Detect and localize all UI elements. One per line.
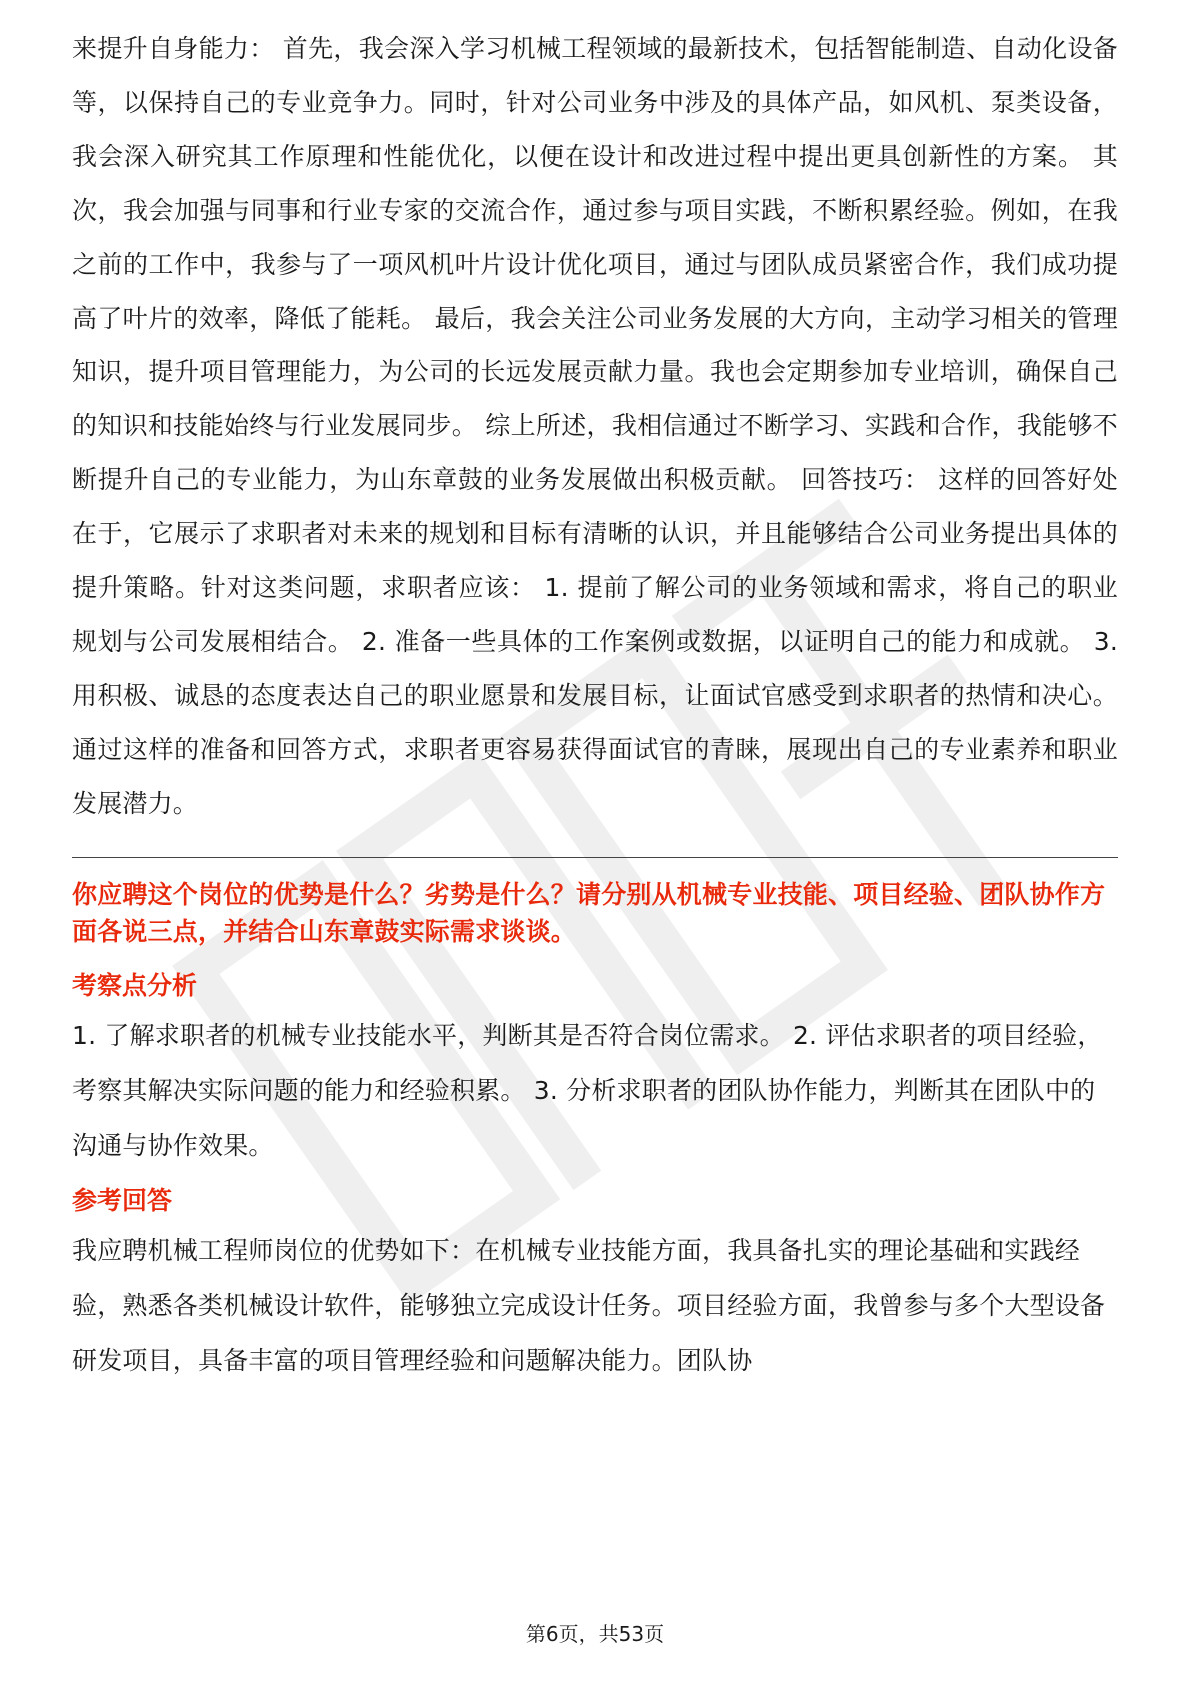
analysis-paragraph: 1. 了解求职者的机械专业技能水平，判断其是否符合岗位需求。 2. 评估求职者的项目经验，考察其解决实际问题的能力和经验积累。 3. 分析求职者的团队协作能力，判断其在团队中的沟通与协作效果。 bbox=[72, 1020, 1103, 1160]
answer-paragraph: 我应聘机械工程师岗位的优势如下：在机械专业技能方面，我具备扎实的理论基础和实践经验，熟悉各类机械设计软件，能够独立完成设计任务。项目经验方面，我曾参与多个大型设备研发项目，具备丰富的项目管理经验和问题解决能力。团队协 bbox=[72, 1235, 1106, 1375]
analysis-heading: 考察点分析 bbox=[72, 970, 198, 1000]
page-number-footer: 第6页，共53页 bbox=[525, 1622, 665, 1646]
interview-question: 你应聘这个岗位的优势是什么？劣势是什么？请分别从机械专业技能、项目经验、团队协作方面各说三点，并结合山东章鼓实际需求谈谈。 bbox=[72, 879, 1106, 946]
answer-heading: 参考回答 bbox=[72, 1185, 173, 1215]
body-paragraph: 来提升自身能力： 首先，我会深入学习机械工程领域的最新技术，包括智能制造、自动化设备等，以保持自己的专业竞争力。同时，针对公司业务中涉及的具体产品，如风机、泵类设备，我会深入研究其工作原理和性能优化，以便在设计和改进过程中提出更具创新性的方案。 其次，我会加强与同事和行业专家的交流合作，通过参与项目实践，不断积累经验。例如，在我之前的工作中，我参与了一项风机叶片设计优化项目，通过与团队成员紧密合作，我们成功提高了叶片的效率，降低了能耗。 最后，我会关注公司业务发展的大方向，主动学习相关的管理知识，提升项目管理能力，为公司的长远发展贡献力量。我也会定期参加专业培训，确保自己的知识和技能始终与行业发展同步。 综上所述，我相信通过不断学习、实践和合作，我能够不断提升自己的专业能力，为山东章鼓的业务发展做出积极贡献。 回答技巧： 这样的回答好处在于，它展示了求职者对未来的规划和目标有清晰的认识，并且能够结合公司业务提出具体的提升策略。针对这类问题，求职者应该： 1. 提前了解公司的业务领域和需求，将自己的职业规划与公司发展相结合。 2. 准备一些具体的工作案例或数据，以证明自己的能力和成就。 3. 用积极、诚恳的态度表达自己的职业愿景和发展目标，让面试官感受到求职者的热情和决心。 通过这样的准备和回答方式，求职者更容易获得面试官的青睐，展现出自己的专业素养和职业发展潜力。 bbox=[72, 34, 1118, 818]
section-divider bbox=[72, 857, 1118, 858]
document-page bbox=[72, 22, 1118, 1388]
